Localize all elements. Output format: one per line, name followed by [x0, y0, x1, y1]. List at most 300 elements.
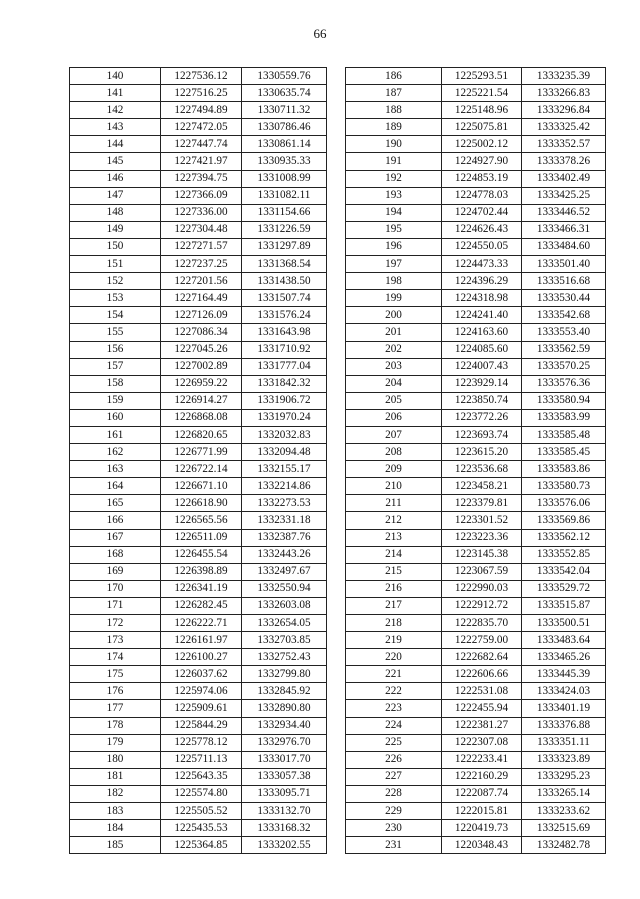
table-row — [346, 136, 606, 153]
table-row — [346, 649, 606, 666]
x-coordinate-cell: 1227164.49 — [161, 290, 242, 307]
x-coordinate-cell: 1225643.35 — [161, 768, 242, 785]
table-row — [346, 204, 606, 221]
table-row — [346, 495, 606, 512]
y-coordinate-cell: 1333202.55 — [242, 837, 327, 854]
x-coordinate-cell: 1223301.52 — [442, 512, 522, 529]
point-number-cell: 176 — [70, 683, 161, 700]
table-row — [346, 256, 606, 273]
y-coordinate-cell: 1333530.44 — [522, 290, 606, 307]
point-number-cell: 186 — [346, 68, 442, 85]
y-coordinate-cell: 1333529.72 — [522, 580, 606, 597]
table-row — [70, 700, 327, 717]
y-coordinate-cell: 1333542.04 — [522, 563, 606, 580]
table-row — [346, 717, 606, 734]
table-row — [70, 444, 327, 461]
x-coordinate-cell: 1226100.27 — [161, 649, 242, 666]
point-number-cell: 178 — [70, 717, 161, 734]
y-coordinate-cell: 1333296.84 — [522, 102, 606, 119]
table-row — [70, 751, 327, 768]
x-coordinate-cell: 1227201.56 — [161, 273, 242, 290]
point-number-cell: 168 — [70, 546, 161, 563]
point-number-cell: 231 — [346, 837, 442, 854]
point-number-cell: 161 — [70, 426, 161, 443]
point-number-cell: 188 — [346, 102, 442, 119]
x-coordinate-cell: 1222912.72 — [442, 597, 522, 614]
point-number-cell: 187 — [346, 85, 442, 102]
y-coordinate-cell: 1330635.74 — [242, 85, 327, 102]
table-row — [346, 358, 606, 375]
point-number-cell: 163 — [70, 461, 161, 478]
x-coordinate-cell: 1224396.29 — [442, 273, 522, 290]
y-coordinate-cell: 1333265.14 — [522, 785, 606, 802]
table-row — [70, 426, 327, 443]
point-number-cell: 155 — [70, 324, 161, 341]
point-number-cell: 189 — [346, 119, 442, 136]
y-coordinate-cell: 1332214.86 — [242, 478, 327, 495]
table-row — [346, 153, 606, 170]
x-coordinate-cell: 1227494.89 — [161, 102, 242, 119]
table-row — [346, 820, 606, 837]
coordinates-table-right — [345, 67, 606, 854]
x-coordinate-cell: 1227536.12 — [161, 68, 242, 85]
x-coordinate-cell: 1220348.43 — [442, 837, 522, 854]
y-coordinate-cell: 1331777.04 — [242, 358, 327, 375]
point-number-cell: 160 — [70, 409, 161, 426]
y-coordinate-cell: 1331008.99 — [242, 170, 327, 187]
point-number-cell: 140 — [70, 68, 161, 85]
y-coordinate-cell: 1333266.83 — [522, 85, 606, 102]
x-coordinate-cell: 1227421.97 — [161, 153, 242, 170]
y-coordinate-cell: 1332890.80 — [242, 700, 327, 717]
point-number-cell: 211 — [346, 495, 442, 512]
point-number-cell: 219 — [346, 632, 442, 649]
point-number-cell: 185 — [70, 837, 161, 854]
y-coordinate-cell: 1333446.52 — [522, 204, 606, 221]
y-coordinate-cell: 1333483.64 — [522, 632, 606, 649]
x-coordinate-cell: 1223067.59 — [442, 563, 522, 580]
table-row — [70, 837, 327, 854]
x-coordinate-cell: 1226671.10 — [161, 478, 242, 495]
x-coordinate-cell: 1223379.81 — [442, 495, 522, 512]
y-coordinate-cell: 1332387.76 — [242, 529, 327, 546]
table-row — [70, 597, 327, 614]
x-coordinate-cell: 1222087.74 — [442, 785, 522, 802]
table-body-left — [70, 68, 327, 854]
y-coordinate-cell: 1333484.60 — [522, 238, 606, 255]
point-number-cell: 208 — [346, 444, 442, 461]
y-coordinate-cell: 1331082.11 — [242, 187, 327, 204]
x-coordinate-cell: 1226820.65 — [161, 426, 242, 443]
point-number-cell: 227 — [346, 768, 442, 785]
y-coordinate-cell: 1332752.43 — [242, 649, 327, 666]
table-row — [70, 307, 327, 324]
y-coordinate-cell: 1333585.48 — [522, 426, 606, 443]
y-coordinate-cell: 1333501.40 — [522, 256, 606, 273]
point-number-cell: 214 — [346, 546, 442, 563]
x-coordinate-cell: 1227086.34 — [161, 324, 242, 341]
x-coordinate-cell: 1227472.05 — [161, 119, 242, 136]
x-coordinate-cell: 1225148.96 — [442, 102, 522, 119]
point-number-cell: 206 — [346, 409, 442, 426]
table-row — [70, 187, 327, 204]
point-number-cell: 173 — [70, 632, 161, 649]
table-row — [346, 512, 606, 529]
point-number-cell: 209 — [346, 461, 442, 478]
x-coordinate-cell: 1226565.56 — [161, 512, 242, 529]
table-row — [70, 85, 327, 102]
point-number-cell: 223 — [346, 700, 442, 717]
point-number-cell: 218 — [346, 615, 442, 632]
y-coordinate-cell: 1333562.59 — [522, 341, 606, 358]
y-coordinate-cell: 1332482.78 — [522, 837, 606, 854]
y-coordinate-cell: 1332032.83 — [242, 426, 327, 443]
x-coordinate-cell: 1225293.51 — [442, 68, 522, 85]
table-row — [70, 238, 327, 255]
x-coordinate-cell: 1225574.80 — [161, 785, 242, 802]
table-row — [70, 717, 327, 734]
x-coordinate-cell: 1224318.98 — [442, 290, 522, 307]
y-coordinate-cell: 1333425.25 — [522, 187, 606, 204]
point-number-cell: 147 — [70, 187, 161, 204]
y-coordinate-cell: 1331154.66 — [242, 204, 327, 221]
y-coordinate-cell: 1331576.24 — [242, 307, 327, 324]
table-row — [70, 358, 327, 375]
x-coordinate-cell: 1223145.38 — [442, 546, 522, 563]
page-number: 66 — [313, 26, 327, 41]
y-coordinate-cell: 1333583.86 — [522, 461, 606, 478]
table-row — [70, 529, 327, 546]
y-coordinate-cell: 1332331.18 — [242, 512, 327, 529]
x-coordinate-cell: 1225909.61 — [161, 700, 242, 717]
y-coordinate-cell: 1333576.06 — [522, 495, 606, 512]
point-number-cell: 207 — [346, 426, 442, 443]
table-row — [346, 615, 606, 632]
x-coordinate-cell: 1222990.03 — [442, 580, 522, 597]
y-coordinate-cell: 1332443.26 — [242, 546, 327, 563]
table-row — [70, 324, 327, 341]
point-number-cell: 216 — [346, 580, 442, 597]
y-coordinate-cell: 1332515.69 — [522, 820, 606, 837]
coordinates-table-left — [69, 67, 327, 854]
y-coordinate-cell: 1332976.70 — [242, 734, 327, 751]
y-coordinate-cell: 1333516.68 — [522, 273, 606, 290]
x-coordinate-cell: 1222381.27 — [442, 717, 522, 734]
point-number-cell: 194 — [346, 204, 442, 221]
y-coordinate-cell: 1331297.89 — [242, 238, 327, 255]
point-number-cell: 213 — [346, 529, 442, 546]
x-coordinate-cell: 1224550.05 — [442, 238, 522, 255]
point-number-cell: 177 — [70, 700, 161, 717]
y-coordinate-cell: 1333057.38 — [242, 768, 327, 785]
y-coordinate-cell: 1333585.45 — [522, 444, 606, 461]
y-coordinate-cell: 1333401.19 — [522, 700, 606, 717]
x-coordinate-cell: 1225364.85 — [161, 837, 242, 854]
table-row — [346, 238, 606, 255]
x-coordinate-cell: 1227271.57 — [161, 238, 242, 255]
table-row — [70, 221, 327, 238]
y-coordinate-cell: 1332845.92 — [242, 683, 327, 700]
table-row — [70, 803, 327, 820]
point-number-cell: 201 — [346, 324, 442, 341]
x-coordinate-cell: 1226618.90 — [161, 495, 242, 512]
table-row — [346, 170, 606, 187]
y-coordinate-cell: 1333235.39 — [522, 68, 606, 85]
table-row — [70, 119, 327, 136]
x-coordinate-cell: 1226959.22 — [161, 375, 242, 392]
point-number-cell: 144 — [70, 136, 161, 153]
table-row — [346, 580, 606, 597]
point-number-cell: 141 — [70, 85, 161, 102]
x-coordinate-cell: 1225505.52 — [161, 803, 242, 820]
y-coordinate-cell: 1332799.80 — [242, 666, 327, 683]
table-row — [70, 632, 327, 649]
table-row — [70, 478, 327, 495]
table-row — [346, 273, 606, 290]
y-coordinate-cell: 1332497.67 — [242, 563, 327, 580]
table-row — [70, 273, 327, 290]
table-row — [70, 170, 327, 187]
x-coordinate-cell: 1227045.26 — [161, 341, 242, 358]
x-coordinate-cell: 1227126.09 — [161, 307, 242, 324]
table-row — [70, 666, 327, 683]
y-coordinate-cell: 1332934.40 — [242, 717, 327, 734]
point-number-cell: 145 — [70, 153, 161, 170]
y-coordinate-cell: 1333580.73 — [522, 478, 606, 495]
x-coordinate-cell: 1226511.09 — [161, 529, 242, 546]
y-coordinate-cell: 1333132.70 — [242, 803, 327, 820]
y-coordinate-cell: 1331970.24 — [242, 409, 327, 426]
point-number-cell: 172 — [70, 615, 161, 632]
x-coordinate-cell: 1226914.27 — [161, 392, 242, 409]
point-number-cell: 152 — [70, 273, 161, 290]
y-coordinate-cell: 1332550.94 — [242, 580, 327, 597]
x-coordinate-cell: 1224007.43 — [442, 358, 522, 375]
x-coordinate-cell: 1225974.06 — [161, 683, 242, 700]
y-coordinate-cell: 1331368.54 — [242, 256, 327, 273]
y-coordinate-cell: 1333168.32 — [242, 820, 327, 837]
x-coordinate-cell: 1227366.09 — [161, 187, 242, 204]
y-coordinate-cell: 1330861.14 — [242, 136, 327, 153]
table-row — [70, 785, 327, 802]
x-coordinate-cell: 1223536.68 — [442, 461, 522, 478]
point-number-cell: 158 — [70, 375, 161, 392]
point-number-cell: 148 — [70, 204, 161, 221]
x-coordinate-cell: 1222759.00 — [442, 632, 522, 649]
table-row — [346, 478, 606, 495]
table-row — [346, 683, 606, 700]
point-number-cell: 157 — [70, 358, 161, 375]
table-row — [346, 341, 606, 358]
table-row — [346, 785, 606, 802]
table-row — [70, 563, 327, 580]
x-coordinate-cell: 1224473.33 — [442, 256, 522, 273]
y-coordinate-cell: 1333562.12 — [522, 529, 606, 546]
table-row — [346, 409, 606, 426]
point-number-cell: 167 — [70, 529, 161, 546]
y-coordinate-cell: 1333376.88 — [522, 717, 606, 734]
table-row — [70, 734, 327, 751]
table-row — [346, 290, 606, 307]
x-coordinate-cell: 1222307.08 — [442, 734, 522, 751]
y-coordinate-cell: 1331710.92 — [242, 341, 327, 358]
point-number-cell: 150 — [70, 238, 161, 255]
y-coordinate-cell: 1331438.50 — [242, 273, 327, 290]
y-coordinate-cell: 1331842.32 — [242, 375, 327, 392]
point-number-cell: 221 — [346, 666, 442, 683]
point-number-cell: 180 — [70, 751, 161, 768]
y-coordinate-cell: 1333553.40 — [522, 324, 606, 341]
table-row — [70, 409, 327, 426]
table-row — [70, 102, 327, 119]
table-row — [346, 85, 606, 102]
table-row — [346, 102, 606, 119]
point-number-cell: 143 — [70, 119, 161, 136]
table-row — [346, 546, 606, 563]
table-row — [346, 187, 606, 204]
point-number-cell: 171 — [70, 597, 161, 614]
x-coordinate-cell: 1222531.08 — [442, 683, 522, 700]
point-number-cell: 193 — [346, 187, 442, 204]
table-row — [346, 803, 606, 820]
point-number-cell: 142 — [70, 102, 161, 119]
table-row — [346, 426, 606, 443]
point-number-cell: 183 — [70, 803, 161, 820]
y-coordinate-cell: 1332273.53 — [242, 495, 327, 512]
point-number-cell: 195 — [346, 221, 442, 238]
x-coordinate-cell: 1222606.66 — [442, 666, 522, 683]
y-coordinate-cell: 1333378.26 — [522, 153, 606, 170]
table-row — [70, 290, 327, 307]
table-row — [70, 341, 327, 358]
table-row — [70, 683, 327, 700]
point-number-cell: 162 — [70, 444, 161, 461]
y-coordinate-cell: 1333095.71 — [242, 785, 327, 802]
x-coordinate-cell: 1222015.81 — [442, 803, 522, 820]
table-row — [70, 256, 327, 273]
x-coordinate-cell: 1226161.97 — [161, 632, 242, 649]
table-row — [346, 392, 606, 409]
y-coordinate-cell: 1333295.23 — [522, 768, 606, 785]
y-coordinate-cell: 1333552.85 — [522, 546, 606, 563]
table-row — [346, 768, 606, 785]
x-coordinate-cell: 1226037.62 — [161, 666, 242, 683]
y-coordinate-cell: 1333576.36 — [522, 375, 606, 392]
y-coordinate-cell: 1330559.76 — [242, 68, 327, 85]
x-coordinate-cell: 1227002.89 — [161, 358, 242, 375]
table-row — [70, 615, 327, 632]
y-coordinate-cell: 1333542.68 — [522, 307, 606, 324]
point-number-cell: 203 — [346, 358, 442, 375]
y-coordinate-cell: 1333570.25 — [522, 358, 606, 375]
point-number-cell: 197 — [346, 256, 442, 273]
y-coordinate-cell: 1333580.94 — [522, 392, 606, 409]
table-row — [346, 632, 606, 649]
x-coordinate-cell: 1224241.40 — [442, 307, 522, 324]
x-coordinate-cell: 1222682.64 — [442, 649, 522, 666]
point-number-cell: 215 — [346, 563, 442, 580]
table-row — [346, 751, 606, 768]
point-number-cell: 228 — [346, 785, 442, 802]
y-coordinate-cell: 1331906.72 — [242, 392, 327, 409]
table-row — [70, 768, 327, 785]
point-number-cell: 153 — [70, 290, 161, 307]
x-coordinate-cell: 1222835.70 — [442, 615, 522, 632]
point-number-cell: 196 — [346, 238, 442, 255]
point-number-cell: 229 — [346, 803, 442, 820]
table-row — [70, 512, 327, 529]
x-coordinate-cell: 1225221.54 — [442, 85, 522, 102]
table-row — [70, 649, 327, 666]
y-coordinate-cell: 1332603.08 — [242, 597, 327, 614]
x-coordinate-cell: 1223929.14 — [442, 375, 522, 392]
point-number-cell: 192 — [346, 170, 442, 187]
point-number-cell: 156 — [70, 341, 161, 358]
table-row — [346, 529, 606, 546]
point-number-cell: 166 — [70, 512, 161, 529]
x-coordinate-cell: 1223772.26 — [442, 409, 522, 426]
table-row — [346, 837, 606, 854]
point-number-cell: 212 — [346, 512, 442, 529]
x-coordinate-cell: 1225844.29 — [161, 717, 242, 734]
y-coordinate-cell: 1333233.62 — [522, 803, 606, 820]
x-coordinate-cell: 1224163.60 — [442, 324, 522, 341]
y-coordinate-cell: 1331643.98 — [242, 324, 327, 341]
point-number-cell: 222 — [346, 683, 442, 700]
table-row — [346, 700, 606, 717]
y-coordinate-cell: 1330935.33 — [242, 153, 327, 170]
x-coordinate-cell: 1226341.19 — [161, 580, 242, 597]
y-coordinate-cell: 1333465.26 — [522, 649, 606, 666]
x-coordinate-cell: 1227447.74 — [161, 136, 242, 153]
y-coordinate-cell: 1333323.89 — [522, 751, 606, 768]
x-coordinate-cell: 1227394.75 — [161, 170, 242, 187]
x-coordinate-cell: 1226868.08 — [161, 409, 242, 426]
table-row — [346, 68, 606, 85]
point-number-cell: 181 — [70, 768, 161, 785]
x-coordinate-cell: 1227304.48 — [161, 221, 242, 238]
y-coordinate-cell: 1333017.70 — [242, 751, 327, 768]
point-number-cell: 190 — [346, 136, 442, 153]
x-coordinate-cell: 1223615.20 — [442, 444, 522, 461]
table-row — [346, 666, 606, 683]
x-coordinate-cell: 1223693.74 — [442, 426, 522, 443]
point-number-cell: 169 — [70, 563, 161, 580]
table-row — [346, 597, 606, 614]
table-row — [346, 119, 606, 136]
table-row — [70, 392, 327, 409]
point-number-cell: 164 — [70, 478, 161, 495]
y-coordinate-cell: 1333466.31 — [522, 221, 606, 238]
table-row — [346, 375, 606, 392]
y-coordinate-cell: 1333325.42 — [522, 119, 606, 136]
y-coordinate-cell: 1333445.39 — [522, 666, 606, 683]
x-coordinate-cell: 1223458.21 — [442, 478, 522, 495]
x-coordinate-cell: 1226722.14 — [161, 461, 242, 478]
table-row — [70, 204, 327, 221]
y-coordinate-cell: 1330786.46 — [242, 119, 327, 136]
point-number-cell: 182 — [70, 785, 161, 802]
point-number-cell: 198 — [346, 273, 442, 290]
table-row — [346, 444, 606, 461]
point-number-cell: 200 — [346, 307, 442, 324]
point-number-cell: 191 — [346, 153, 442, 170]
table-row — [70, 153, 327, 170]
y-coordinate-cell: 1332654.05 — [242, 615, 327, 632]
table-row — [70, 461, 327, 478]
y-coordinate-cell: 1332155.17 — [242, 461, 327, 478]
table-row — [346, 563, 606, 580]
